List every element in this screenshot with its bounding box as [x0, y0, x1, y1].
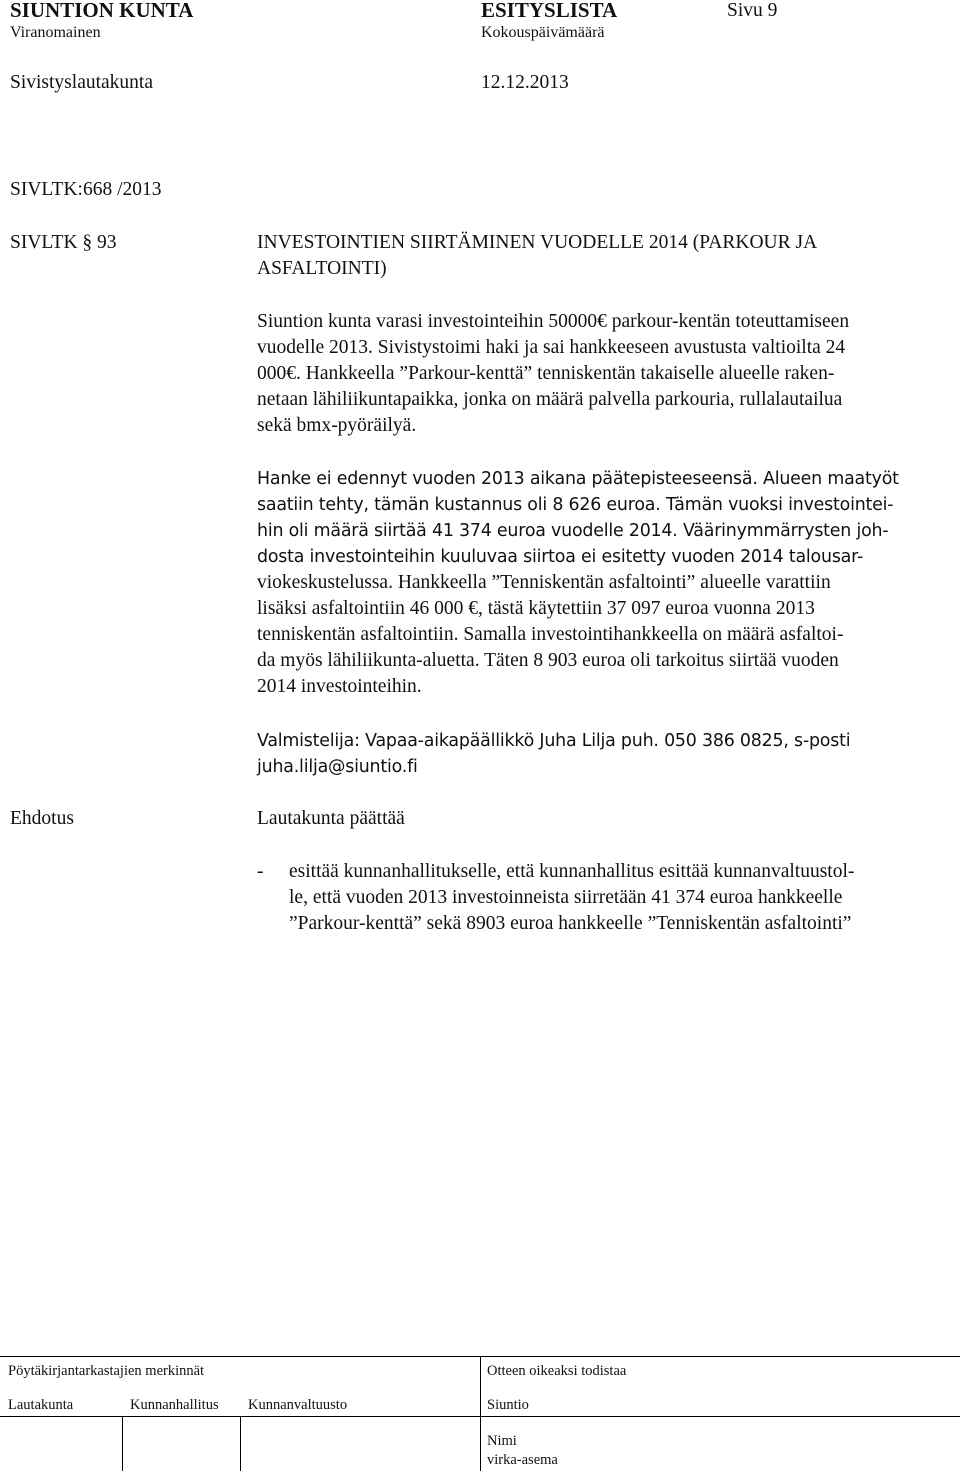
text-line: le, että vuoden 2013 investoinneista siirretään 41 374 euroa hankkeelle	[289, 887, 843, 908]
municipality-name: SIUNTION KUNTA	[10, 0, 194, 22]
text-line: Hanke ei edennyt vuoden 2013 aikana päätepisteeseensä. Alueen maatyöt	[257, 469, 899, 489]
footer-col-board: Lautakunta	[8, 1397, 74, 1413]
bullet-dash: -	[257, 861, 264, 882]
text-line: lisäksi asfaltointiin 46 000 €, tästä käytettiin 37 097 euroa vuonna 2013	[257, 598, 815, 619]
status-paragraph	[257, 466, 947, 700]
case-title-line: INVESTOINTIEN SIIRTÄMINEN VUODELLE 2014 (PARKOUR JA	[257, 232, 818, 253]
case-reference: SIVLTK:668 /2013	[10, 179, 162, 200]
footer-col-divider	[122, 1416, 123, 1471]
authority-label: Viranomainen	[10, 24, 101, 41]
text-line: ”Parkour-kenttä” sekä 8903 euroa hankkeelle ”Tenniskentän asfaltointi”	[289, 913, 852, 934]
section-number: SIVLTK § 93	[10, 232, 117, 253]
case-title	[257, 230, 947, 282]
text-line: 2014 investointeihin.	[257, 676, 422, 697]
text-line: hin oli määrä siirtää 41 374 euroa vuodelle 2014. Väärinymmärrysten joh-	[257, 521, 889, 541]
page-number: Sivu 9	[727, 0, 778, 21]
preparer-info	[257, 728, 947, 780]
footer-place: Siuntio	[487, 1397, 529, 1413]
footer-divider	[480, 1356, 481, 1471]
footer-col-council-board: Kunnanhallitus	[130, 1397, 219, 1413]
footer-mid-rule	[0, 1416, 960, 1417]
footer-col-divider	[240, 1416, 241, 1471]
text-line: Siuntion kunta varasi investointeihin 50000€ parkour-kentän toteuttamiseen	[257, 311, 850, 332]
checkers-label: Pöytäkirjantarkastajien merkinnät	[8, 1363, 205, 1379]
text-line: esittää kunnanhallitukselle, että kunnanhallitus esittää kunnanvaltuustol-	[289, 861, 855, 882]
text-line: vuodelle 2013. Sivistystoimi haki ja sai hankkeeseen avustusta valtioilta 24	[257, 337, 846, 358]
title-label: virka-asema	[487, 1452, 558, 1468]
background-paragraph	[257, 309, 947, 439]
preparer-email: juha.lilja@siuntio.fi	[257, 757, 418, 777]
text-line: tenniskentän asfaltointiin. Samalla investointihankkeella on määrä asfaltoi-	[257, 624, 844, 645]
text-line: saatiin tehty, tämän kustannus oli 8 626 euroa. Tämän vuoksi investointei-	[257, 495, 894, 515]
preparer-line: Valmistelija: Vapaa-aikapäällikkö Juha Lilja puh. 050 386 0825, s-posti	[257, 731, 851, 751]
proposal-label: Ehdotus	[10, 808, 74, 829]
meeting-date-label: Kokouspäivämäärä	[481, 24, 605, 41]
name-label: Nimi	[487, 1433, 517, 1449]
text-line: netaan lähiliikuntapaikka, jonka on määrä palvella parkouria, rullalautailua	[257, 389, 843, 410]
proposal-text	[289, 859, 949, 937]
text-line: 000€. Hankkeella ”Parkour-kenttä” tenniskentän takaiselle alueelle raken-	[257, 363, 835, 384]
certified-label: Otteen oikeaksi todistaa	[487, 1363, 627, 1379]
committee-name: Sivistyslautakunta	[10, 72, 153, 93]
footer-col-council: Kunnanvaltuusto	[248, 1397, 348, 1413]
meeting-date: 12.12.2013	[481, 72, 569, 93]
case-title-line: ASFALTOINTI)	[257, 258, 387, 279]
text-line: da myös lähiliikunta-aluetta. Täten 8 903 euroa oli tarkoitus siirtää vuoden	[257, 650, 839, 671]
text-line: dosta investointeihin kuuluvaa siirtoa ei esitetty vuoden 2014 talousar-	[257, 547, 864, 567]
text-line: sekä bmx-pyöräilyä.	[257, 415, 417, 436]
document-type: ESITYSLISTA	[481, 0, 618, 22]
text-line: viokeskustelussa. Hankkeella ”Tenniskentän asfaltointi” alueelle varattiin	[257, 572, 831, 593]
proposal-heading: Lautakunta päättää	[257, 808, 405, 829]
